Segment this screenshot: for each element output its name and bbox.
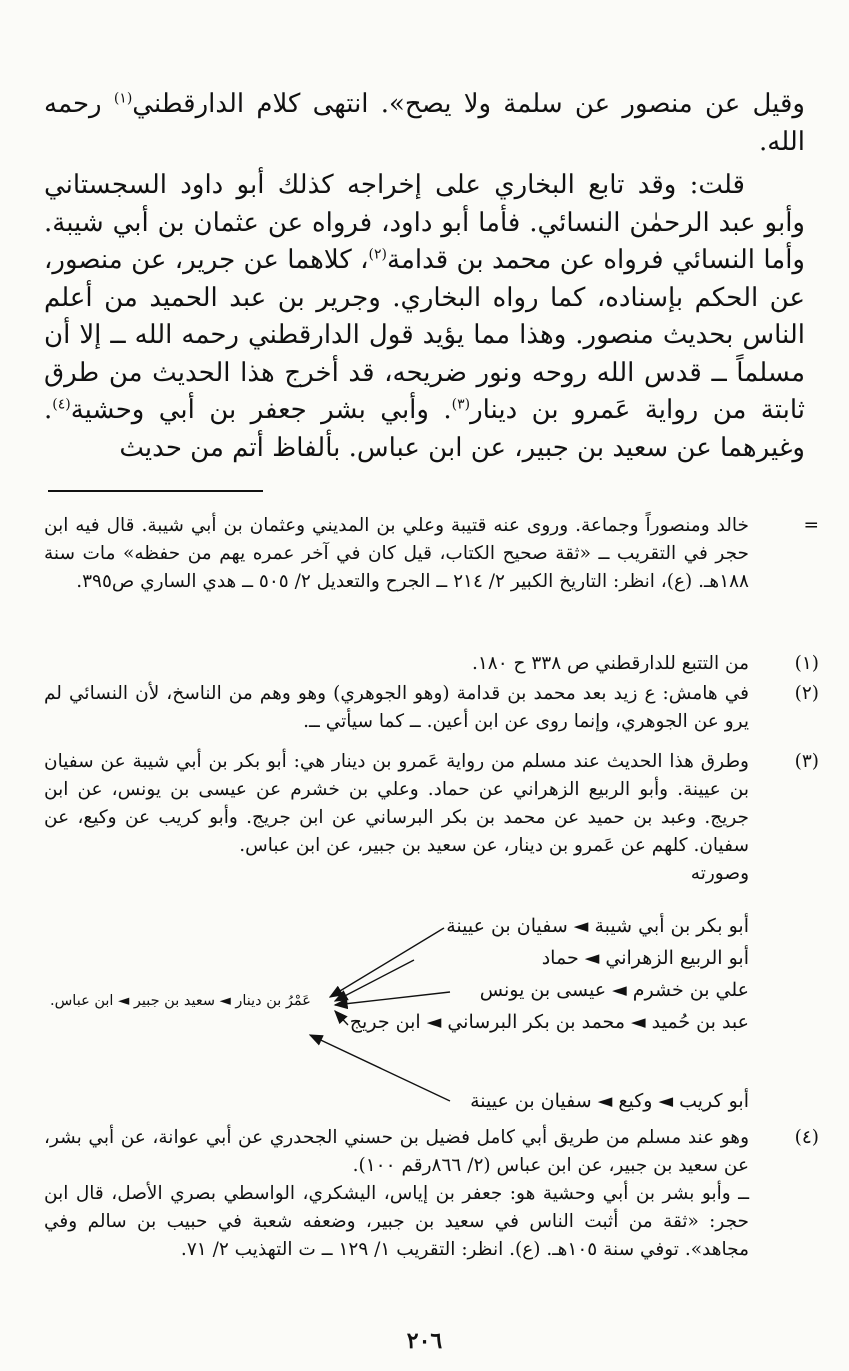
footnote-continuation	[44, 512, 819, 596]
arrow-line	[335, 960, 414, 1001]
chain-common-link: عَمْرُ بن دينار ◄ سعيد بن جبير ◄ ابن عباس.	[50, 993, 311, 1009]
arrow-line	[330, 928, 444, 997]
paragraph-2: قلت: وقد تابع البخاري على إخراجه كذلك أبو داود السجستاني وأبو عبد الرحمٰن النسائي. فأما أبو داود، فرواه عن عثمان بن أبي شيبة. وأما النسائي فرواه عن محمد بن قدامة$^{(٢)}$، كلاهما عن جرير، عن منصور، عن الحكم بإسناده، كما رواه البخاري. وجرير بن عبد الحميد من أعلم الناس بحديث منصور. وهذا مما يؤيد قول الدارقطني رحمه الله ــ إلا أن مسلماً ــ قدس الله روحه ونور ضريحه، قد أخرج هذا الحديث من طرق ثابتة من رواية عَمرو بن دينار$^{(٣)}$. وأبي بشر جعفر بن أبي وحشية$^{(٤)}$. وغيرهما عن سعيد بن جبير، عن ابن عباس. بألفاظ أتم من حديث	[44, 170, 805, 463]
chain-line: أبو كريب ◄ وكيع ◄ سفيان بن عيينة	[470, 1090, 749, 1112]
footnote-4	[44, 1124, 819, 1264]
footnote-ref-1[interactable]: (١)	[113, 90, 133, 107]
isnad-diagram	[30, 915, 749, 1115]
chain-line: علي بن خشرم ◄ عيسى بن يونس	[479, 979, 749, 1001]
footnote-ref-2[interactable]: (٢)	[368, 246, 388, 263]
arrow-line	[335, 1011, 348, 1025]
footnote-text-2: ــ وأبو بشر بن أبي وحشية هو: جعفر بن إياس، اليشكري، الواسطي بصري الأصل، قال ابن حجر: «ثقة من أثبت الناس في سعيد بن جبير، وضعفه شعبة في حبيب بن سالم وفي مجاهد». توفي سنة ١٠٥هـ. (ع). انظر: التقريب ١/ ١٢٩ ــ ت التهذيب ٢/ ٧١.	[44, 1183, 749, 1260]
main-text	[44, 86, 805, 467]
footnote-divider	[48, 490, 263, 492]
footnote-marker: =	[803, 515, 819, 536]
chain-line: أبو بكر بن أبي شيبة ◄ سفيان بن عيينة	[446, 915, 749, 937]
page-number: ٢٠٦	[406, 1328, 443, 1354]
chain-line: عبد بن حُميد ◄ محمد بن بكر البرساني ◄ ابن جريج	[349, 1011, 749, 1033]
footnote-marker: (٣)	[794, 751, 819, 772]
arrow-line	[335, 992, 450, 1005]
footnote-3	[44, 748, 819, 888]
footnote-marker: (٤)	[794, 1127, 819, 1148]
paragraph-1: وقيل عن منصور عن سلمة ولا يصح». انتهى كلام الدارقطني$^{(١)}$ رحمه الله.	[44, 89, 805, 157]
footnote-marker: (١)	[794, 653, 819, 674]
footnote-2	[44, 680, 819, 736]
footnote-ref-4[interactable]: (٤)	[52, 396, 71, 413]
footnote-text: خالد ومنصوراً وجماعة. وروى عنه قتيبة وعلي بن المديني وعثمان بن أبي شيبة. قال فيه ابن حجر في التقريب ــ «ثقة صحيح الكتاب، قيل كان في آخر عمره يهم من حفظه» مات سنة ١٨٨هـ. (ع)، انظر: التاريخ الكبير ٢/ ٢١٤ ــ الجرح والتعديل ٢/ ٥٠٥ ــ هدي الساري ص٣٩٥.	[44, 515, 749, 592]
footnote-text: في هامش: ع زيد بعد محمد بن قدامة (وهو الجوهري) وهو وهم من الناسخ، لأن النسائي لم يرو عن الجوهري، وإنما روى عن ابن أعين. ــ كما سيأتي ــ.	[44, 683, 749, 732]
footnote-text: وطرق هذا الحديث عند مسلم من رواية عَمرو بن دينار هي: أبو بكر بن أبي شيبة عن سفيان بن عيينة. وأبو الربيع الزهراني عن حماد. وعلي بن خشرم عن عيسى بن يونس، عن ابن جريج. وعبد بن حميد عن محمد بن بكر البرساني عن ابن جريج. وأبو كريب عن وكيع، عن سفيان. كلهم عن عَمرو بن دينار، عن سعيد بن جبير، عن ابن عباس.	[44, 751, 749, 856]
footnote-ref-3[interactable]: (٣)	[451, 396, 471, 413]
footnote-text: من التتبع للدارقطني ص ٣٣٨ ح ١٨٠.	[471, 653, 749, 674]
footnote-marker: (٢)	[794, 683, 819, 704]
footnote-text: وهو عند مسلم من طريق أبي كامل فضيل بن حسني الجحدري عن أبي عوانة، عن أبي بشر، عن سعيد بن جبير، عن ابن عباس (٢/ ٨٦٦رقم ١٠٠).	[44, 1127, 749, 1176]
footnote-text-tail: وصورته	[690, 863, 749, 884]
arrow-line	[310, 1035, 450, 1101]
chain-line: أبو الربيع الزهراني ◄ حماد	[541, 947, 749, 969]
footnote-1	[44, 650, 819, 678]
